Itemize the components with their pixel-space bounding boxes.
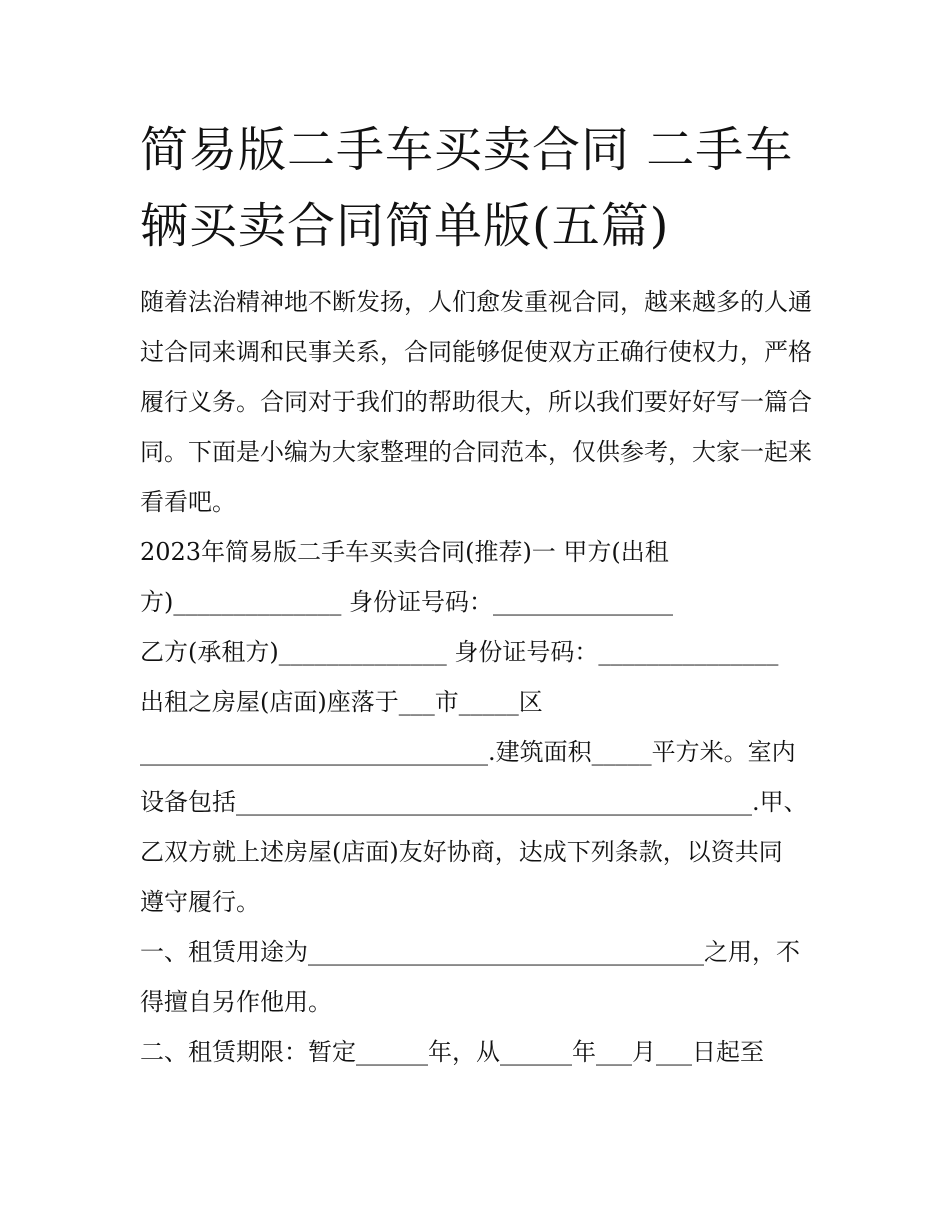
intro-paragraph: 随着法治精神地不断发扬，人们愈发重视合同，越来越多的人通过合同来调和民事关系，合同能够促使双方正确行使权力，严格履行义务。合同对于我们的帮助很大，所以我们要好好写一篇合同。下面是小编为大家整理的合同范本，仅供参考，大家一起来看看吧。: [140, 288, 812, 516]
clause-two-line: 二、租赁期限：暂定______年，从______年___月___日起至: [140, 1038, 764, 1066]
clause-one-line-end: 得擅自另作他用。: [140, 988, 332, 1016]
agreement-line: 乙双方就上述房屋(店面)友好协商，达成下列条款，以资共同: [140, 838, 783, 866]
equipment-line: 设备包括___________________________________________.甲、: [140, 788, 808, 816]
party-a-line: 方)______________ 身份证号码：_______________: [140, 588, 673, 616]
property-location-line: 出租之房屋(店面)座落于___市_____区: [140, 688, 543, 716]
building-area-line: _____________________________.建筑面积_____平方米。室内: [140, 738, 796, 766]
document-title: 简易版二手车买卖合同 二手车辆买卖合同简单版(五篇): [140, 122, 794, 254]
agreement-line-end: 遵守履行。: [140, 888, 260, 916]
contract-heading-line: 2023年简易版二手车买卖合同(推荐)一 甲方(出租: [140, 538, 669, 566]
party-b-line: 乙方(承租方)______________ 身份证号码：_______________: [140, 638, 779, 666]
clause-one-line: 一、租赁用途为_________________________________之用，不: [140, 938, 800, 966]
document-body: [140, 277, 830, 1077]
